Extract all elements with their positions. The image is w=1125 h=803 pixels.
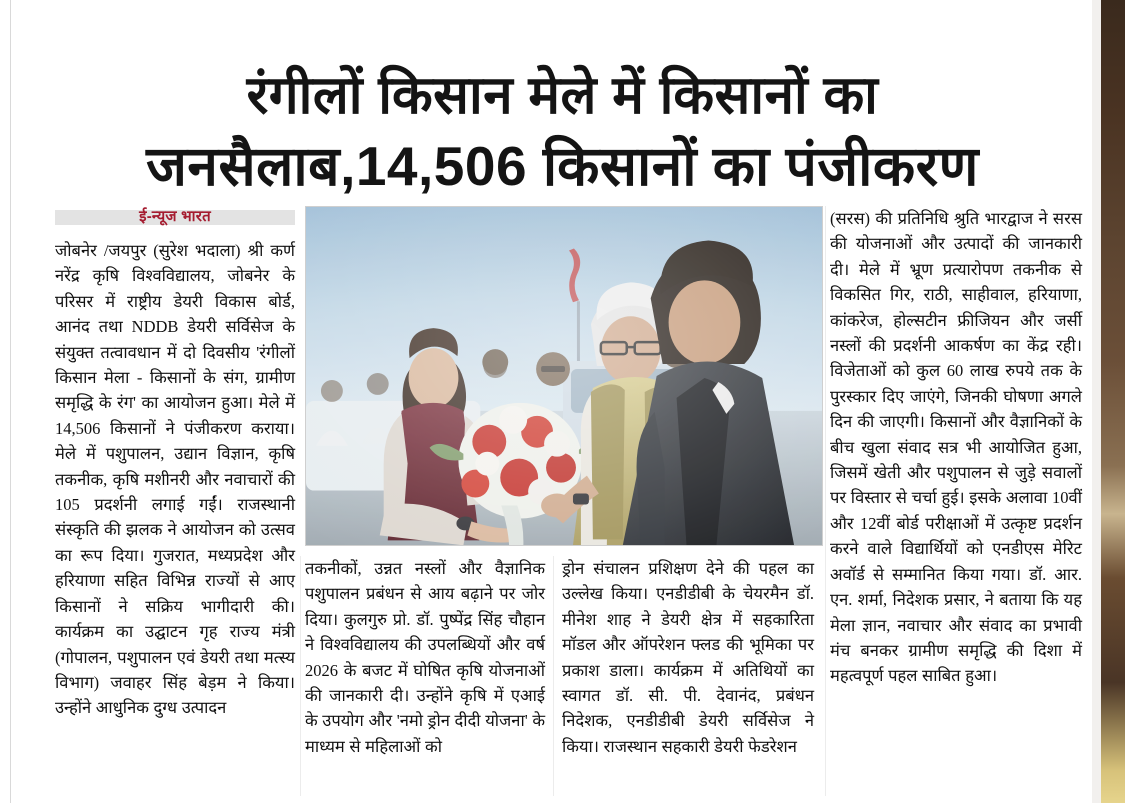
page-left-rule xyxy=(10,0,11,803)
headline-line-1: रंगीलों किसान मेले में किसानों का xyxy=(246,66,879,126)
page-right-gutter xyxy=(1092,0,1101,803)
article-photograph xyxy=(305,206,823,546)
article-headline xyxy=(40,62,1085,202)
article-column-2-text: तकनीकों, उन्नत नस्लों और वैज्ञानिक पशुपालन प्रबंधन से आय बढ़ाने पर जोर दिया। कुलगुरु प्रो. डॉ. पुष्पेंद्र सिंह चौहान ने विश्वविद्यालय की उपलब्धियों और वर्ष 2026 के बजट में घोषित कृषि योजनाओं की जानकारी दी। उन्होंने कृषि में एआई के उपयोग और 'नमो ड्रोन दीदी योजना' के माध्यम से महिलाओं को xyxy=(305,559,545,756)
headline-line-2: जनसैलाब,14,506 किसानों का पंजीकरण xyxy=(146,135,979,198)
article-column-1 xyxy=(55,238,295,793)
adjacent-article-bleed-strip xyxy=(1101,0,1125,803)
byline xyxy=(55,206,295,228)
article-column-4 xyxy=(830,206,1082,796)
byline-label: ई-न्यूज भारत xyxy=(139,208,211,225)
article-column-4-text: (सरस) की प्रतिनिधि श्रुति भारद्वाज ने सरस की योजनाओं और उत्पादों की जानकारी दी। मेले में भ्रूण प्रत्यारोपण तकनीक से विकसित गिर, राठी, साहीवाल, हरियाणा, कांकरेज, होल्सटीन फ्रीजियन और जर्सी नस्लों की प्रदर्शनी आकर्षण का केंद्र रही। विजेताओं को कुल 60 लाख रुपये तक के पुरस्कार दिए जाएंगे, जिनकी घोषणा अगले दिन की जाएगी। किसानों और वैज्ञानिकों के बीच खुला संवाद सत्र भी आयोजित हुआ, जिसमें खेती और पशुपालन से जुड़े सवालों पर विस्तार से चर्चा हुई। इसके अलावा 10वीं और 12वीं बोर्ड परीक्षाओं में उत्कृष्ट प्रदर्शन करने वाले विद्यार्थियों को एनडीएस मेरिट अवॉर्ड से सम्मानित किया गया। डॉ. आर. एन. शर्मा, निदेशक प्रसार, ने बताया कि यह मेला ज्ञान, नवाचार और संवाद का प्रभावी मंच बनकर ग्रामीण समृद्धि की दिशा में महत्वपूर्ण पहल साबित हुआ। xyxy=(830,209,1082,686)
article-column-3 xyxy=(562,556,814,796)
column-gutter-1 xyxy=(300,556,301,796)
article-column-1-text: जोबनेर /जयपुर (सुरेश भदाला) श्री कर्ण नरेंद्र कृषि विश्वविद्यालय, जोबनेर के परिसर में राष्ट्रीय डेयरी विकास बोर्ड, आनंद तथा NDDB डेयरी सर्विसेज के संयुक्त तत्वावधान में दो दिवसीय 'रंगीलों किसान मेला - किसानों के संग, ग्रामीण समृद्धि के रंग' का आयोजन हुआ। मेले में 14,506 किसानों ने पंजीकरण कराया। मेले में पशुपालन, उद्यान विज्ञान, कृषि तकनीक, कृषि मशीनरी और नवाचारों की 105 प्रदर्शनी लगाई गईं। राजस्थानी संस्कृति की झलक ने आयोजन को उत्सव का रूप दिया। गुजरात, मध्यप्रदेश और हरियाणा सहित विभिन्न राज्यों से आए किसानों ने सक्रिय भागीदारी की। कार्यक्रम का उद्घाटन गृह राज्य मंत्री (गोपालन, पशुपालन एवं डेयरी तथा मत्स्य विभाग) जवाहर सिंह बेड़म ने किया। उन्होंने आधुनिक दुग्ध उत्पादन xyxy=(55,241,295,718)
article-column-3-text: ड्रोन संचालन प्रशिक्षण देने की पहल का उल्लेख किया। एनडीडीबी के चेयरमैन डॉ. मीनेश शाह ने डेयरी क्षेत्र में सहकारिता मॉडल और ऑपरेशन फ्लड की भूमिका पर प्रकाश डाला। कार्यक्रम में अतिथियों का स्वागत डॉ. सी. पी. देवानंद, प्रबंधन निदेशक, एनडीडीबी डेयरी सर्विसेज ने किया। राजस्थान सहकारी डेयरी फेडरेशन xyxy=(562,559,814,756)
column-gutter-2 xyxy=(553,556,554,796)
article-column-2 xyxy=(305,556,545,796)
photograph-illustration xyxy=(306,207,822,545)
column-gutter-3 xyxy=(825,206,826,796)
